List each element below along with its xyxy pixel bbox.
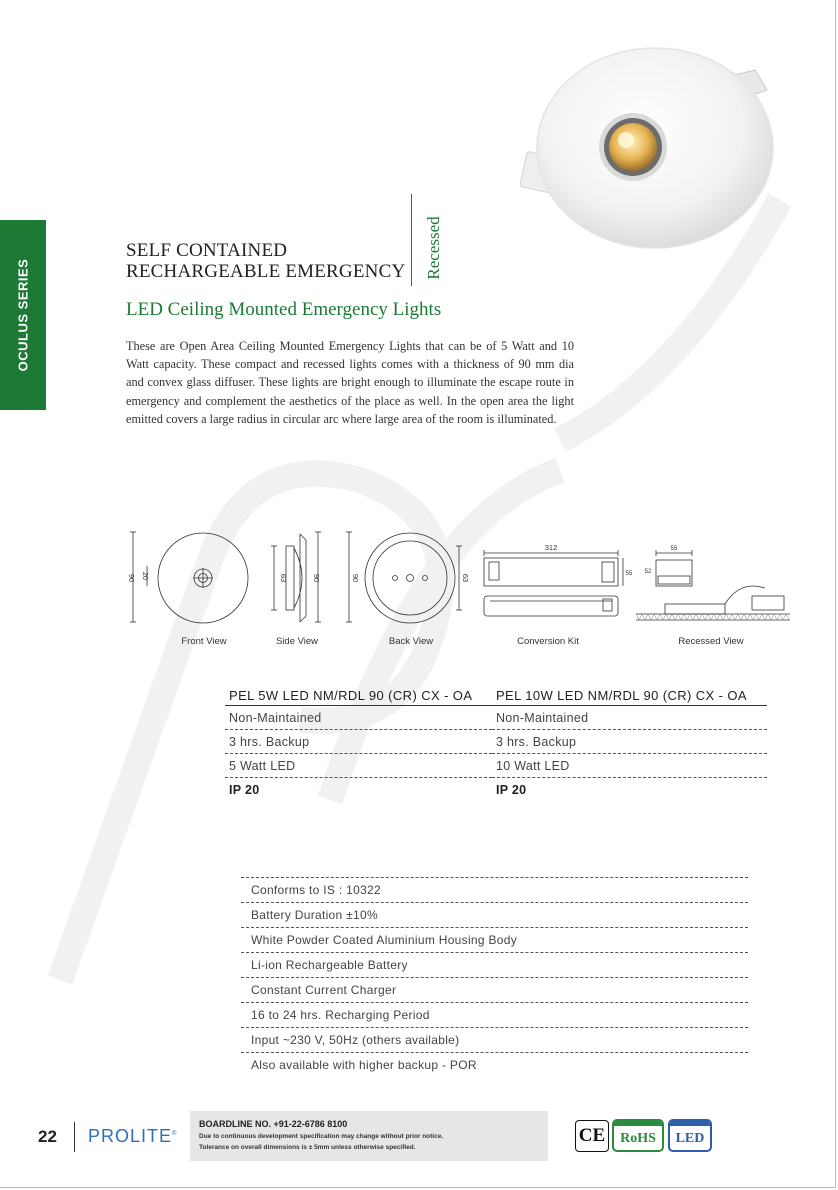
dim-side-h2: 90 (312, 573, 321, 583)
side-tab-label: OCULUS SERIES (15, 258, 31, 372)
page-number: 22 (38, 1127, 57, 1146)
label-conversion-kit: Conversion Kit (517, 636, 579, 647)
list-item: White Powder Coated Aluminium Housing Body (241, 928, 748, 953)
dim-back-dia: 90 (351, 573, 360, 583)
list-item: Input ~230 V, 50Hz (others available) (241, 1028, 748, 1053)
dim-kit-len: 312 (544, 543, 558, 552)
table-row (225, 730, 767, 754)
page-title (126, 240, 405, 282)
table-cell: 3 hrs. Backup (492, 730, 767, 754)
features-list (241, 877, 748, 1077)
mounting-label: Recessed (424, 216, 443, 280)
table-header-row (225, 688, 767, 706)
dim-front-inner: 20 (141, 571, 150, 581)
table-cell: Non-Maintained (225, 706, 492, 730)
list-item: Also available with higher backup - POR (251, 1058, 477, 1072)
model-5w-header: PEL 5W LED NM/RDL 90 (CR) CX - OA (225, 688, 492, 706)
list-item: Li-ion Rechargeable Battery (241, 953, 748, 978)
table-cell: 10 Watt LED (492, 754, 767, 778)
led-badge-icon (668, 1119, 712, 1152)
title-line-2: RECHARGEABLE EMERGENCY (126, 261, 406, 282)
page-subtitle: LED Ceiling Mounted Emergency Lights (126, 299, 442, 320)
dim-rec-h: 52 (644, 569, 652, 575)
list-item: Battery Duration ±10% (241, 903, 748, 928)
dim-rec-w: 55 (670, 546, 678, 552)
label-back-view: Back View (388, 636, 434, 647)
footer-divider (74, 1122, 75, 1152)
brand-name: PROLITE (88, 1126, 173, 1146)
table-cell: IP 20 (495, 782, 527, 797)
dim-kit-h: 55 (625, 571, 633, 577)
footer-info-box (190, 1111, 548, 1161)
dim-front-dia: 90 (127, 573, 136, 583)
tolerance-note: Tolerance on overall dimensions is ± 5mm unless otherwise specified. (199, 1144, 416, 1151)
ce-mark-icon (575, 1120, 609, 1152)
table-cell: Non-Maintained (492, 706, 767, 730)
product-image (505, 40, 805, 270)
model-10w-header: PEL 10W LED NM/RDL 90 (CR) CX - OA (492, 688, 767, 706)
list-item: Conforms to IS : 10322 (241, 878, 748, 903)
badge-strip (670, 1121, 710, 1126)
badge-strip (614, 1121, 662, 1126)
table-cell: IP 20 (229, 782, 260, 797)
brand-logo (88, 1126, 177, 1147)
dim-side-h1: 63 (279, 573, 288, 583)
table-cell: 5 Watt LED (225, 754, 492, 778)
side-tab (0, 220, 46, 410)
brand-registered-mark: ® (172, 1131, 178, 1137)
spec-table (225, 688, 767, 801)
ce-label: CE (578, 1125, 606, 1146)
label-recessed-view: Recessed View (678, 636, 744, 647)
boardline-number: BOARDLINE NO. +91-22-6786 8100 (199, 1119, 348, 1129)
table-cell: 3 hrs. Backup (225, 730, 492, 754)
product-description: These are Open Area Ceiling Mounted Emergency Lights that can be of 5 Watt and 10 Watt capacity. These compact and recessed lights comes with a thickness of 90 mm dia and convex glass diffuser. These lights are bright enough to illuminate the escape route in emergency and complement the aesthetics of the place as well. In the open area the light emitted covers a large radius in circular arc where large area of the room is illuminated. (126, 339, 574, 426)
title-divider (411, 194, 412, 286)
table-row (225, 778, 767, 802)
label-front-view: Front View (181, 636, 227, 647)
title-line-1: SELF CONTAINED (126, 240, 288, 261)
label-side-view: Side View (275, 636, 319, 647)
list-item: Constant Current Charger (241, 978, 748, 1003)
spec-change-note: Due to continuous development specification may change without prior notice. (199, 1133, 444, 1140)
list-item: 16 to 24 hrs. Recharging Period (241, 1003, 748, 1028)
led-label: LED (675, 1131, 705, 1146)
rohs-label: RoHS (620, 1131, 656, 1146)
dim-back-h: 63 (461, 573, 470, 583)
rohs-badge-icon (612, 1119, 664, 1152)
table-row (225, 754, 767, 778)
table-row (225, 706, 767, 730)
